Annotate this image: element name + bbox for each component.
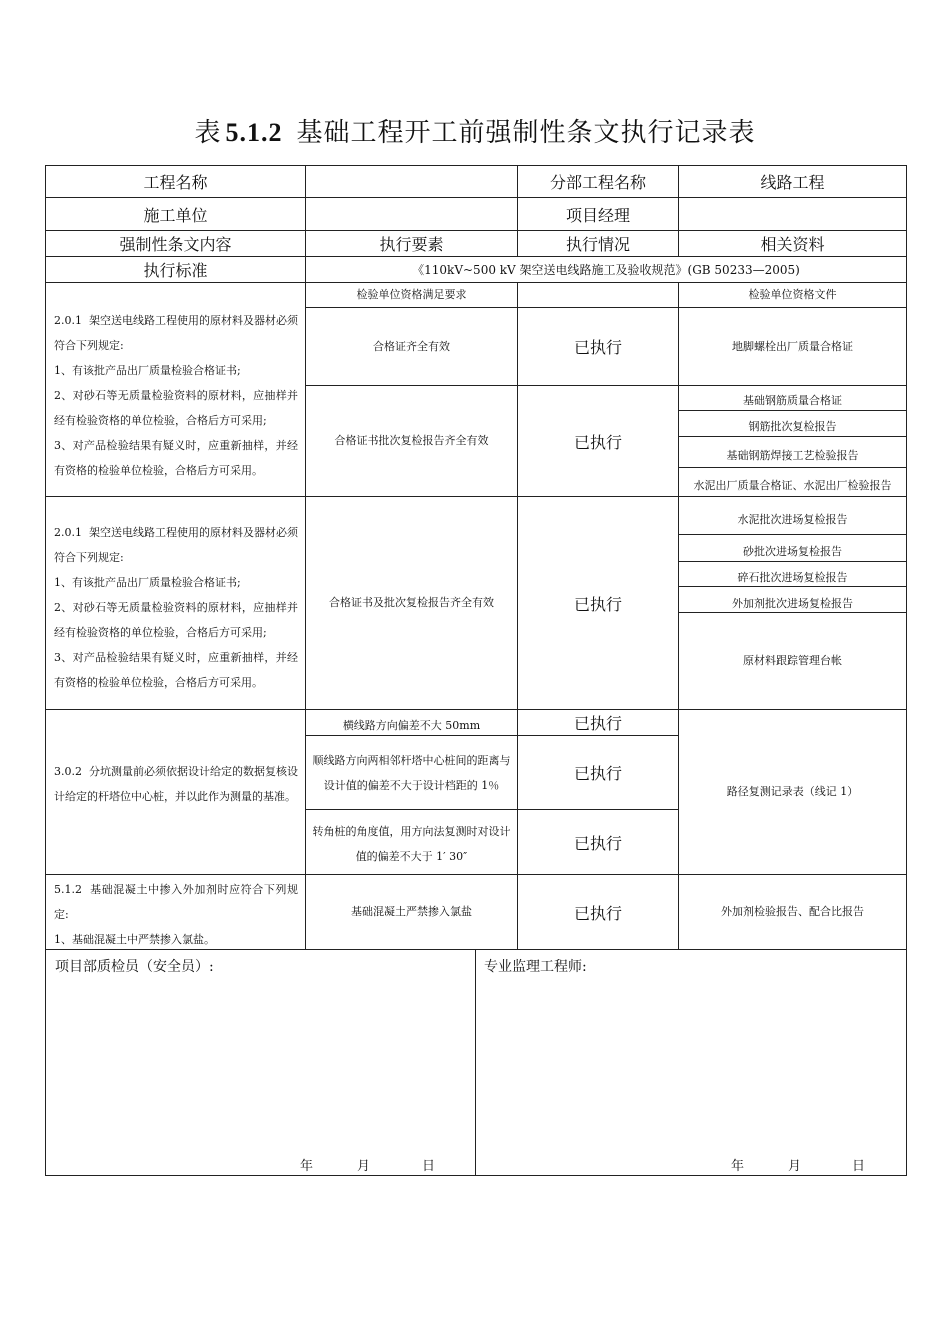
year-label: 年 xyxy=(731,1159,745,1174)
requirement-cell: 合格证书及批次复检报告齐全有效 xyxy=(329,596,494,609)
clause-line: 2、对砂石等无质量检验资料的原材料，应抽样并经有检验资格的单位检验，合格后方可采用; xyxy=(54,389,298,427)
section3-clause xyxy=(54,759,298,809)
section2-clause xyxy=(54,520,298,695)
doc-cell: 水泥出厂质量合格证、水泥出厂检验报告 xyxy=(693,479,892,492)
clause-line: 1、有该批产品出厂质量检验合格证书; xyxy=(54,576,241,589)
qc-inspector-label: 项目部质检员（安全员）: xyxy=(55,959,214,975)
page-title xyxy=(0,112,950,149)
doc-cell: 基础钢筋焊接工艺检验报告 xyxy=(726,449,859,462)
status-cell: 已执行 xyxy=(573,432,622,452)
status-cell: 已执行 xyxy=(573,764,622,783)
sub-project-label: 分部工程名称 xyxy=(549,173,646,192)
col-content-header: 强制性条文内容 xyxy=(119,235,232,254)
month-label: 月 xyxy=(788,1159,802,1174)
doc-cell: 钢筋批次复检报告 xyxy=(748,420,837,433)
doc-cell: 检验单位资格文件 xyxy=(748,288,837,301)
doc-cell: 基础钢筋质量合格证 xyxy=(743,394,842,407)
doc-cell: 外加剂批次进场复检报告 xyxy=(732,597,853,610)
doc-cell: 水泥批次进场复检报告 xyxy=(737,513,848,526)
contractor-label: 施工单位 xyxy=(143,205,208,225)
requirement-cell: 横线路方向偏差不大 50mm xyxy=(342,719,481,732)
standard-value: 《110kV~500 kV 架空送电线路施工及验收规范》(GB 50233—2005) xyxy=(412,263,800,277)
contractor-value[interactable] xyxy=(306,198,517,230)
sub-project-value[interactable]: 线路工程 xyxy=(760,173,825,192)
project-name-value[interactable] xyxy=(306,166,517,197)
clause-line: 2、对砂石等无质量检验资料的原材料，应抽样并经有检验资格的单位检验，合格后方可采用; xyxy=(54,601,298,639)
clause-line: 1、有该批产品出厂质量检验合格证书; xyxy=(54,364,241,377)
day-label: 日 xyxy=(852,1159,866,1174)
manager-label: 项目经理 xyxy=(565,205,630,225)
left-date[interactable] xyxy=(300,1155,435,1174)
requirement-cell: 转角桩的角度值，用方向法复测时对设计值的偏差不大于 1′ 30″ xyxy=(312,825,511,863)
status-cell: 已执行 xyxy=(573,833,622,853)
project-name-label: 工程名称 xyxy=(143,173,208,192)
title-number: 5.1.2 xyxy=(225,118,283,147)
doc-cell: 地脚螺栓出厂质量合格证 xyxy=(732,339,853,353)
month-label: 月 xyxy=(357,1159,371,1174)
requirement-cell: 检验单位资格满足要求 xyxy=(356,288,467,301)
status-cell: 已执行 xyxy=(573,714,622,733)
requirement-cell: 合格证齐全有效 xyxy=(373,339,450,353)
status-cell: 已执行 xyxy=(573,338,622,357)
col-docs-header: 相关资料 xyxy=(760,235,825,254)
requirement-cell: 基础混凝土严禁掺入氯盐 xyxy=(351,905,472,918)
clause-line: 3.0.2 分坑测量前必须依据设计给定的数据复核设计给定的杆塔位中心桩，并以此作为测量的基准。 xyxy=(54,765,298,803)
requirement-cell: 合格证书批次复检报告齐全有效 xyxy=(334,434,489,447)
title-prefix: 表 xyxy=(194,118,222,148)
col-status-header: 执行情况 xyxy=(565,235,630,254)
doc-cell: 路径复测记录表（线记 1） xyxy=(726,785,859,798)
clause-line: 2.0.1 架空送电线路工程使用的原材料及器材必须符合下列规定: xyxy=(54,526,298,564)
requirement-cell: 顺线路方向两相邻杆塔中心桩间的距离与设计值的偏差不大于设计档距的 1％ xyxy=(312,753,511,792)
doc-cell: 原材料跟踪管理台帐 xyxy=(743,654,842,667)
year-label: 年 xyxy=(300,1159,314,1174)
right-date[interactable] xyxy=(731,1155,865,1174)
clause-line: 3、对产品检验结果有疑义时，应重新抽样，并经有资格的检验单位检验，合格后方可采用。 xyxy=(54,439,298,477)
title-text: 基础工程开工前强制性条文执行记录表 xyxy=(296,118,756,148)
status-cell: 已执行 xyxy=(573,594,622,614)
section4-clause xyxy=(54,877,298,952)
supervisor-label: 专业监理工程师: xyxy=(484,959,587,975)
doc-cell: 砂批次进场复检报告 xyxy=(743,545,842,558)
clause-line: 3、对产品检验结果有疑义时，应重新抽样，并经有资格的检验单位检验，合格后方可采用。 xyxy=(54,651,298,689)
doc-cell: 外加剂检验报告、配合比报告 xyxy=(721,905,864,918)
clause-line: 1、基础混凝土中严禁掺入氯盐。 xyxy=(54,933,215,946)
standard-label: 执行标准 xyxy=(143,261,208,280)
section1-clause xyxy=(54,308,298,483)
status-cell: 已执行 xyxy=(573,903,622,923)
day-label: 日 xyxy=(422,1159,436,1174)
col-requirement-header: 执行要素 xyxy=(379,235,444,254)
clause-line: 2.0.1 架空送电线路工程使用的原材料及器材必须符合下列规定: xyxy=(54,314,298,352)
clause-line: 5.1.2 基础混凝土中掺入外加剂时应符合下列规定: xyxy=(54,883,298,921)
manager-value[interactable] xyxy=(679,198,906,230)
doc-cell: 碎石批次进场复检报告 xyxy=(737,571,848,584)
